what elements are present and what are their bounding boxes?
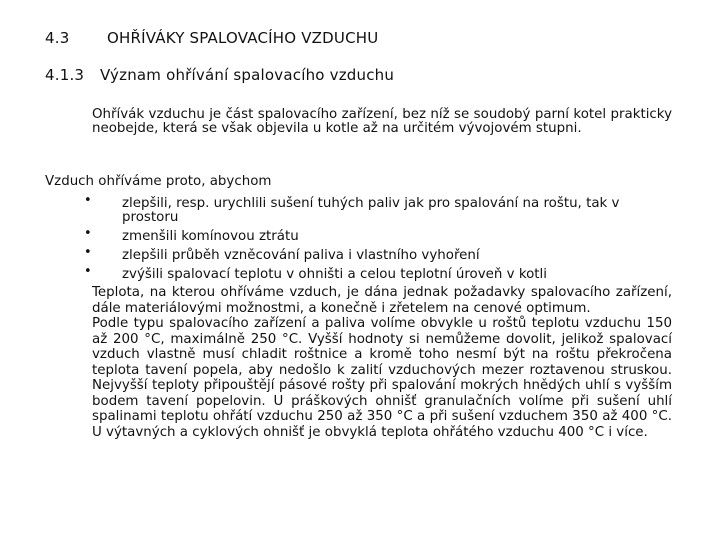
subsection-title: Význam ohřívání spalovacího vzduchu xyxy=(100,66,395,84)
bullet-icon: • xyxy=(84,193,92,208)
paragraph-temperature: Teplota, na kterou ohříváme vzduch, je dána jednak požadavky spalovacího zařízení, dále materiálovými možnostmi, a konečně i zřetelem na cenové optimum. xyxy=(92,285,672,316)
bullet-icon: • xyxy=(84,226,92,241)
body-text xyxy=(92,285,672,440)
list-item-text: zlepšili průběh vzněcování paliva i vlastního vyhoření xyxy=(122,248,480,263)
subsection-number: 4.1.3 xyxy=(45,66,85,84)
bullet-icon: • xyxy=(84,245,92,260)
paragraph-grate-types: Podle typu spalovacího zařízení a paliva volíme obvykle u roštů teplotu vzduchu 150 až 200 °C, maximálně 250 °C. Vyšší hodnoty si nemůžeme dovolit, jelikož spalovací vzduch vlastně musí chladit roštnice a kromě toho nesmí být na roštu překročena teplota tavení popela, aby nedošlo k zalití vzduchových mezer roztavenou struskou. Nejvyšší teploty připouštějí pásové rošty při spalování mokrých hnědých uhlí s vyšším bodem tavení popelovin. U práškových ohnišť granulačních volíme při sušení uhlí spalinami teplotu ohřátí vzduchu 250 až 350 °C a při sušení vzduchem 350 až 400 °C. U výtavných a cyklových ohnišť je obvyklá teplota ohřátého vzduchu 400 °C i více. xyxy=(92,316,672,440)
list-item-text: zmenšili komínovou ztrátu xyxy=(122,229,299,244)
section-title: OHŘÍVÁKY SPALOVACÍHO VZDUCHU xyxy=(107,29,379,47)
list-item-text: zlepšili, resp. urychlili sušení tuhých paliv jak pro spalování na roštu, tak v prostoru xyxy=(122,196,620,225)
intro-paragraph: Ohřívák vzduchu je část spalovacího zařízení, bez níž se soudobý parní kotel prakticky neobejde, která se však objevila u kotle až na určitém vývojovém stupni. xyxy=(92,107,672,136)
list-lead: Vzduch ohříváme proto, abychom xyxy=(45,174,272,189)
list-item-text: zvýšili spalovací teplotu v ohništi a celou teplotní úroveň v kotli xyxy=(122,267,547,282)
bullet-icon: • xyxy=(84,264,92,279)
section-number: 4.3 xyxy=(45,29,70,47)
